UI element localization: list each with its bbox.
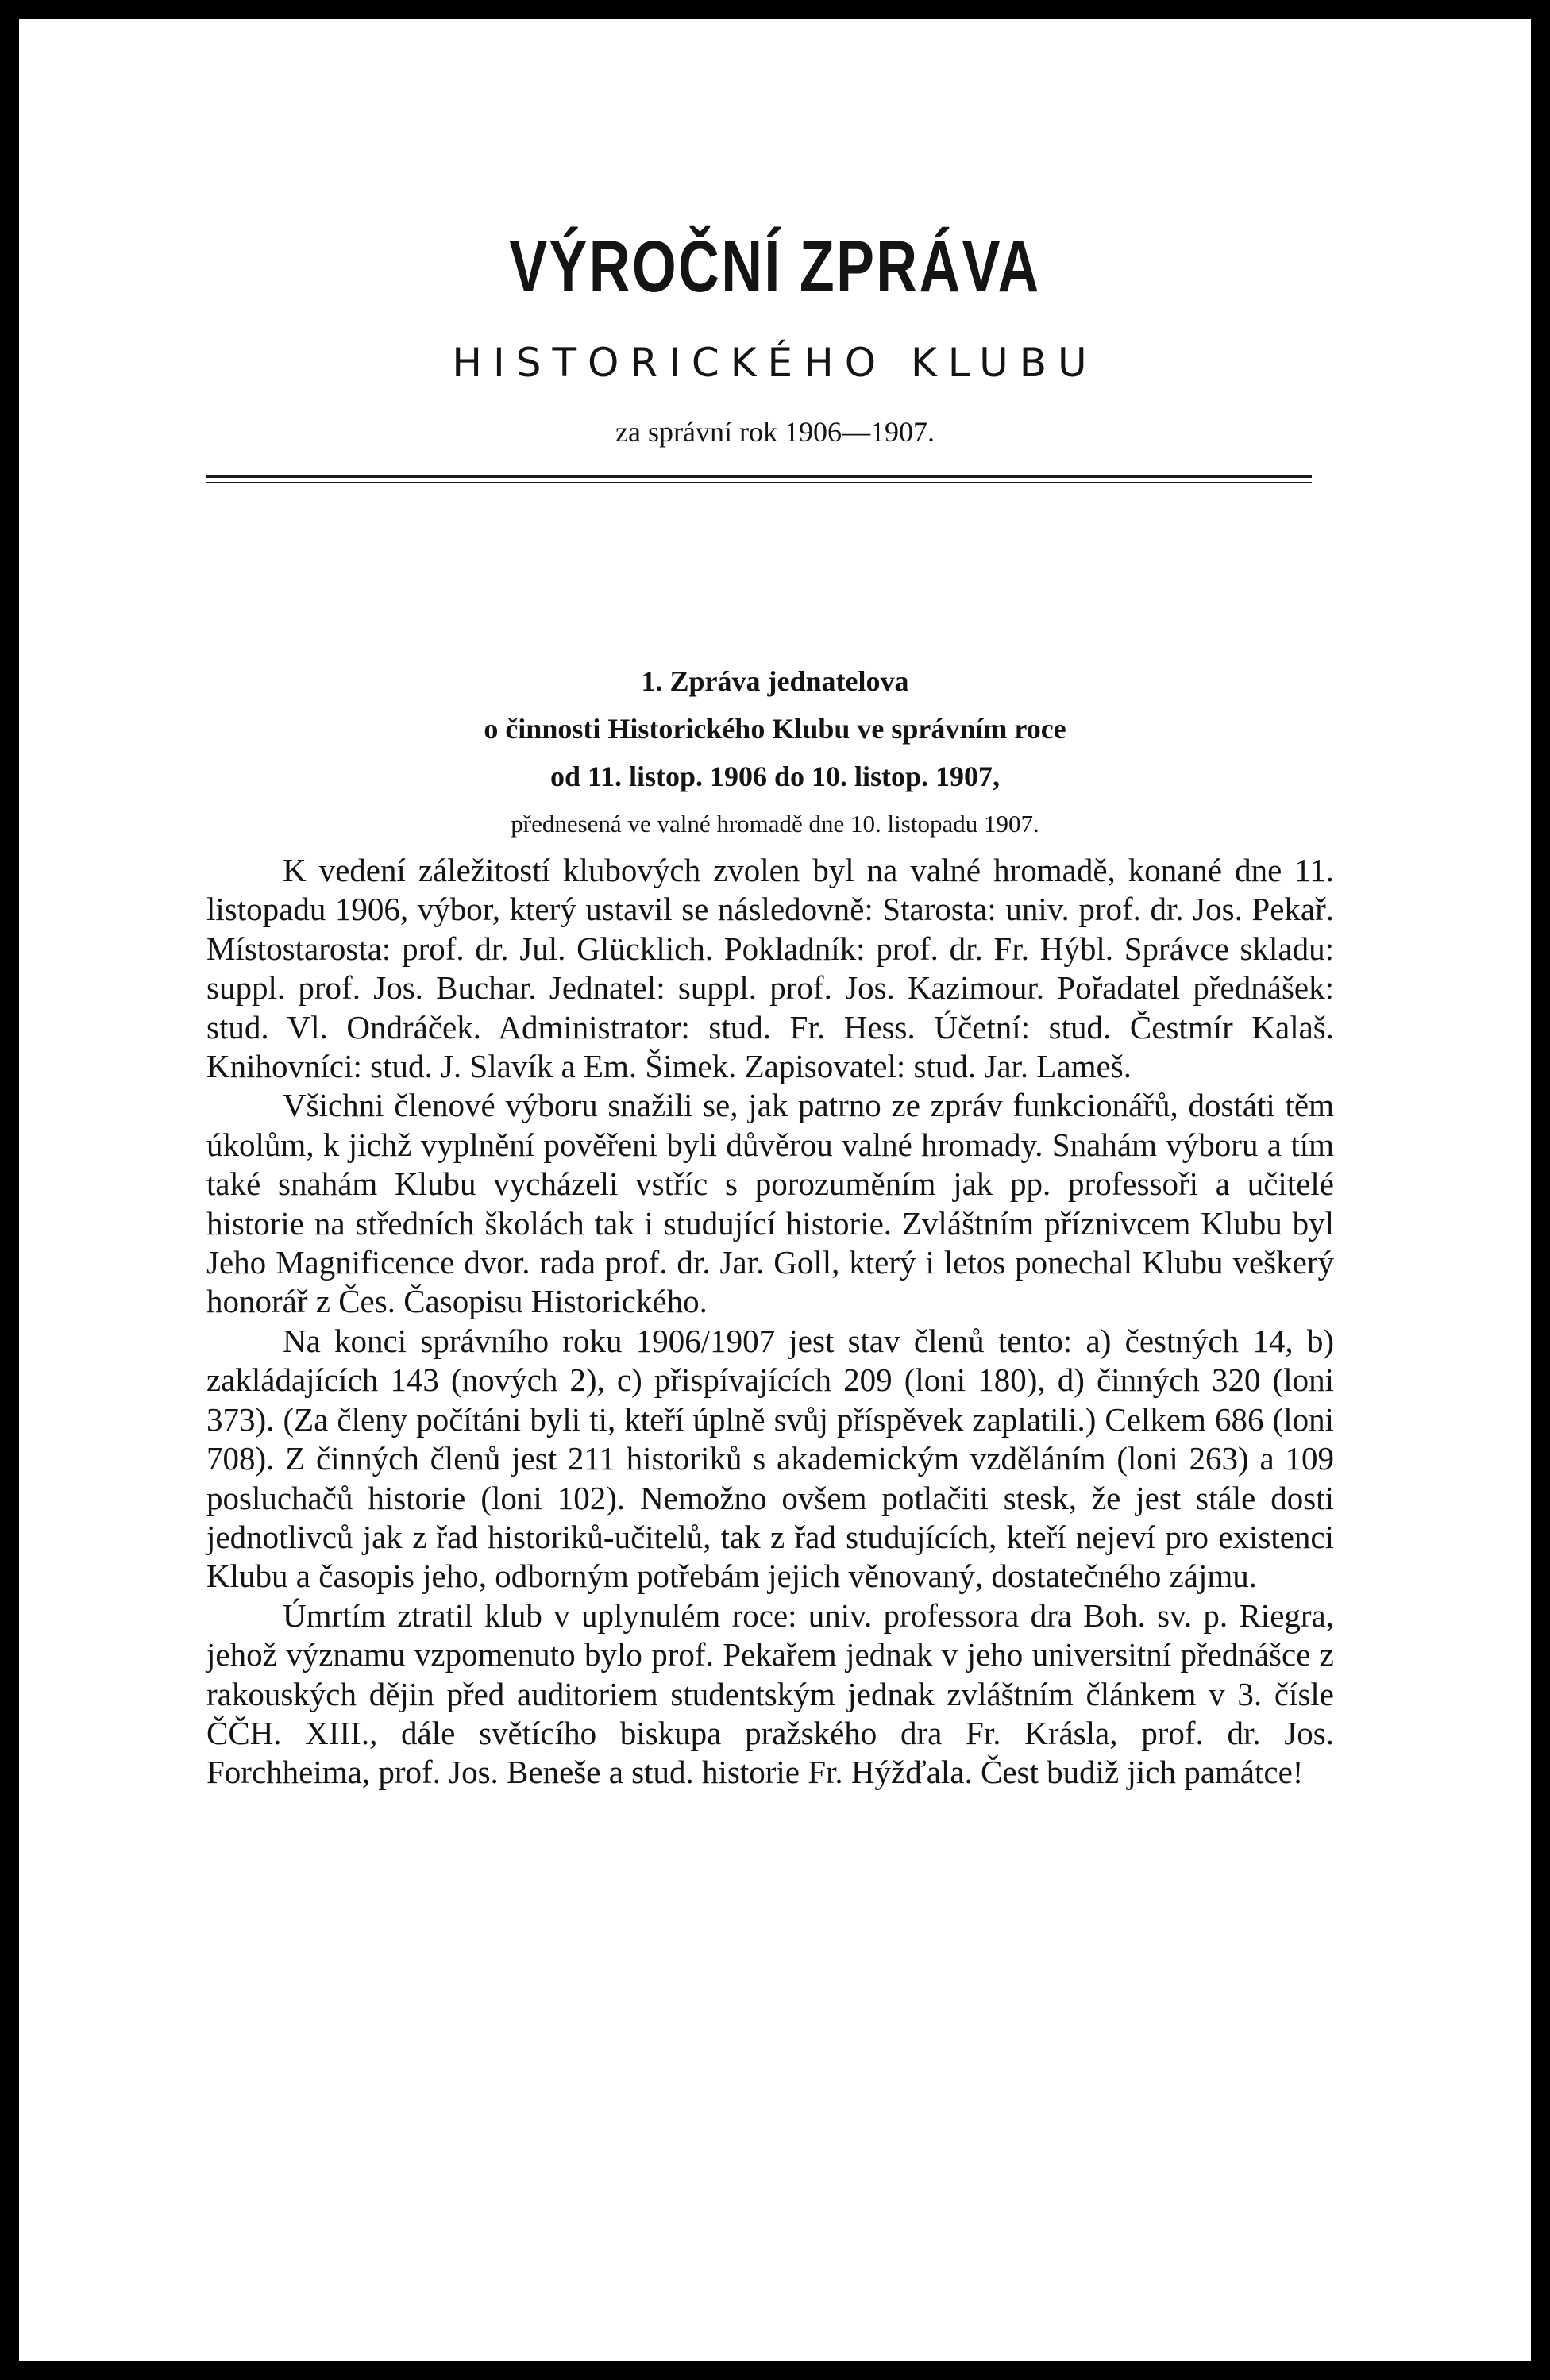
double-rule-bottom: [206, 482, 1312, 483]
paragraph-membership: Na konci správního roku 1906/1907 jest stav členů tento: a) čestných 14, b) zakládajících 143 (nových 2), c) přispívajících 209 (loni 180), d) činných 320 (loni 373). (Za členy počítáni byli ti, kteří úplně svůj příspěvek zaplatili.) Celkem 686 (loni 708). Z činných členů jest 211 historiků s akademickým vzděláním (loni 263) a 109 posluchačů historie (loni 102). Nemožno ovšem potlačiti stesk, že jest stále dosti jednotlivců jak z řad historiků-učitelů, tak z řad studujících, kteří nejeví pro existenci Klubu a časopis jeho, odborným potřebám jejich věnovaný, dostatečného zájmu.: [206, 1322, 1334, 1595]
section-heading-subject: o činnosti Historického Klubu ve správním roce: [484, 713, 1066, 745]
report-period: za správní rok 1906—1907.: [615, 416, 935, 448]
document-title: VÝROČNÍ ZPRÁVA: [509, 226, 1041, 307]
document-page: [19, 19, 1531, 2361]
document-subtitle: HISTORICKÉHO KLUBU: [452, 340, 1098, 386]
double-rule-top: [206, 475, 1312, 478]
section-heading-title: 1. Zpráva jednatelova: [641, 665, 909, 697]
paragraph-committee: K vedení záležitostí klubových zvolen byl na valné hromadě, konané dne 11. listopadu 1906, výbor, který ustavil se následovně: Starosta: univ. prof. dr. Jos. Pekař. Místostarosta: prof. dr. Jul. Glücklich. Pokladník: prof. dr. Fr. Hýbl. Správce skladu: suppl. prof. Jos. Buchar. Jednatel: suppl. prof. Jos. Kazimour. Pořadatel přednášek: stud. Vl. Ondráček. Administrator: stud. Fr. Hess. Účetní: stud. Čestmír Kalaš. Knihovníci: stud. J. Slavík a Em. Šimek. Zapisovatel: stud. Jar. Lameš.: [206, 852, 1334, 1085]
section-heading-note: přednesená ve valné hromadě dne 10. listopadu 1907.: [511, 810, 1039, 838]
section-heading: [19, 657, 1531, 848]
section-heading-dates: od 11. listop. 1906 do 10. listop. 1907,: [549, 761, 1001, 792]
paragraph-obituary: Úmrtím ztratil klub v uplynulém roce: univ. professora dra Boh. sv. p. Riegra, jehož významu vzpomenuto bylo prof. Pekařem jednak v jeho universitní přednášce z rakouských dějin před auditoriem studentským jednak zvláštním článkem v 3. čísle ČČH. XIII., dále světícího biskupa pražského dra Fr. Krásla, prof. dr. Jos. Forchheima, prof. Jos. Beneše a stud. historie Fr. Hýžďala. Čest budiž jich památce!: [206, 1596, 1334, 1791]
report-body: [206, 851, 1334, 1793]
paragraph-committee-work: Všichni členové výboru snažili se, jak patrno ze zpráv funkcionářů, dostáti těm úkolům, k jichž vyplnění pověřeni byli důvěrou valné hromady. Snahám výboru a tím také snahám Klubu vycházeli vstříc s porozuměním jak pp. professoři a učitelé historie na středních školách tak i studující historie. Zvláštním příznivcem Klubu byl Jeho Magnificence dvor. rada prof. dr. Jar. Goll, který i letos ponechal Klubu veškerý honorář z Čes. Časopisu Historického.: [206, 1087, 1334, 1320]
